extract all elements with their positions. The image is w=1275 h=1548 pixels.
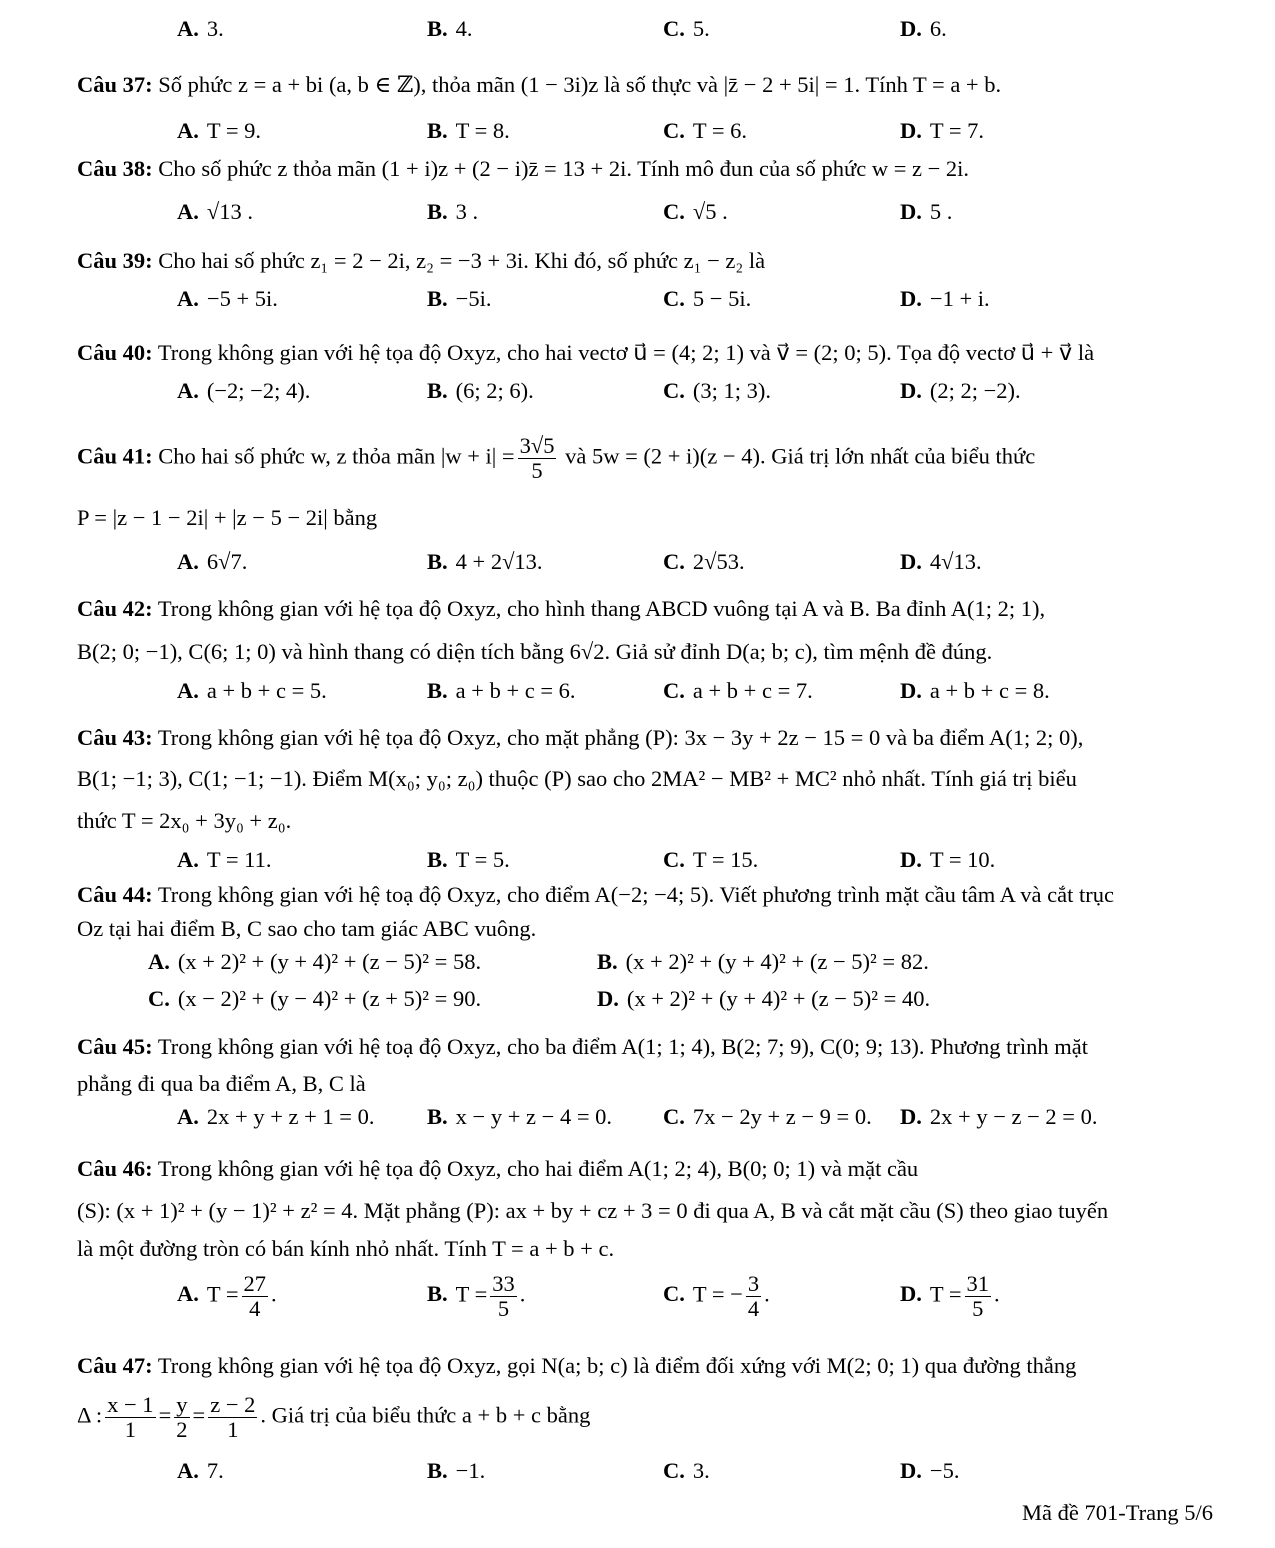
question-44: Câu 44: Trong không gian với hệ toạ độ Oxyz, cho điểm A(−2; −4; 5). Viết phương trình mặt cầu tâm A và cắt trục [77,882,1114,907]
option-d: D. T = 7. [900,118,985,143]
option-b: B. 3 . [427,199,479,224]
q42-options [0,678,1275,708]
option-d: D. a + b + c = 8. [900,678,1050,703]
option-d: D. 4√13. [900,549,982,574]
question-45-line-2: phẳng đi qua ba điểm A, B, C là [77,1071,366,1096]
option-a: A. −5 + 5i. [177,286,278,311]
option-b: B. −5i. [427,286,492,311]
question-43: Câu 43: Trong không gian với hệ tọa độ Oxyz, cho mặt phẳng (P): 3x − 3y + 2z − 15 = 0 và ba điểm A(1; 2; 0), [77,725,1084,750]
option-b: B. T = $\frac{33}{5}$ . [427,1271,526,1321]
option-c: C. T = 6. [663,118,748,143]
q44-options-row-2 [0,986,1275,1016]
option-a: A. 2x + y + z + 1 = 0. [177,1104,375,1129]
option-b: B. 4. [427,16,473,41]
fraction: $\frac{y}{2}$ [176,1392,188,1442]
option-a: A. T = 11. [177,847,272,872]
question-44-line-2: Oz tại hai điểm B, C sao cho tam giác ABC vuông. [77,916,537,941]
option-c: C. T = 15. [663,847,759,872]
option-c: C. 2√53. [663,549,745,574]
question-43-line-2: B(1; −1; 3), C(1; −1; −1). Điểm M(x₀; y₀; z₀) thuộc (P) sao cho 2MA² − MB² + MC² nhỏ nhất. Tính giá trị biểu [77,766,1077,791]
fraction: $\frac{3}{4}$ [747,1271,760,1321]
option-b: B. a + b + c = 6. [427,678,576,703]
option-c: C. T = − $\frac{3}{4}$ . [663,1271,770,1321]
fraction: $\frac{27}{4}$ [243,1271,267,1321]
option-d: D. 5 . [900,199,953,224]
question-42-line-2: B(2; 0; −1), C(6; 1; 0) và hình thang có diện tích bằng 6√2. Giả sử đỉnh D(a; b; c), tìm mệnh đề đúng. [77,639,993,664]
option-a: A. a + b + c = 5. [177,678,327,703]
option-d: D. T = 10. [900,847,996,872]
option-d: D. −5. [900,1458,960,1483]
option-b: B. (x + 2)² + (y + 4)² + (z − 5)² = 82. [597,949,929,974]
option-c: C. (x − 2)² + (y − 4)² + (z + 5)² = 90. [148,986,482,1011]
fraction: $\frac{31}{5}$ [966,1271,990,1321]
question-38: Câu 38: Cho số phức z thỏa mãn (1 + i)z + (2 − i)z̄ = 13 + 2i. Tính mô đun của số phức w = z − 2i. [77,156,970,181]
q37-options [0,118,1275,148]
fraction: $\frac{x - 1}{1}$ [107,1392,154,1442]
question-46: Câu 46: Trong không gian với hệ tọa độ Oxyz, cho hai điểm A(1; 2; 4), B(0; 0; 1) và mặt cầu [77,1156,919,1181]
option-b: B. (6; 2; 6). [427,378,534,403]
fraction: $\frac{z - 2}{1}$ [210,1392,256,1442]
option-c: C. 5. [663,16,710,41]
fraction: $\frac{33}{5}$ [492,1271,515,1321]
option-b: B. x − y + z − 4 = 0. [427,1104,613,1129]
question-41-line-2: P = |z − 1 − 2i| + |z − 5 − 2i| bằng [77,505,378,530]
option-d: D. 2x + y − z − 2 = 0. [900,1104,1098,1129]
q38-options [0,199,1275,229]
option-a: A. (x + 2)² + (y + 4)² + (z − 5)² = 58. [148,949,482,974]
question-42: Câu 42: Trong không gian với hệ tọa độ Oxyz, cho hình thang ABCD vuông tại A và B. Ba đỉnh A(1; 2; 1), [77,596,1046,621]
question-46-line-3: là một đường tròn có bán kính nhỏ nhất. Tính T = a + b + c. [77,1236,615,1261]
option-b: B. T = 8. [427,118,510,143]
question-47-line-2: Δ : $\frac{x - 1}{1}$ = $\frac{y}{2}$ = $\frac{z - 2}{1}$ . Giá trị của biểu thức a + b + c bằng [77,1392,591,1442]
option-a: A. 7. [177,1458,224,1483]
option-a: A. √13 . [177,199,253,224]
option-c: C. a + b + c = 7. [663,678,813,703]
q47-options [0,1458,1275,1488]
question-47: Câu 47: Trong không gian với hệ tọa độ Oxyz, gọi N(a; b; c) là điểm đối xứng với M(2; 0; 1) qua đường thẳng [77,1353,1077,1378]
option-c: C. 7x − 2y + z − 9 = 0. [663,1104,872,1129]
option-c: C. 3. [663,1458,710,1483]
q40-options [0,378,1275,408]
question-39: Câu 39: Cho hai số phức z₁ = 2 − 2i, z₂ = −3 + 3i. Khi đó, số phức z₁ − z₂ là [77,248,766,273]
option-b: B. −1. [427,1458,486,1483]
fraction: $\frac{3√5}{5}$ [519,433,555,483]
q44-options-row-1 [0,949,1275,979]
question-43-line-3: thức T = 2x₀ + 3y₀ + z₀. [77,808,292,833]
option-d: D. T = $\frac{31}{5}$ . [900,1271,1000,1321]
question-40: Câu 40: Trong không gian với hệ tọa độ Oxyz, cho hai vectơ u⃗ = (4; 2; 1) và v⃗ = (2; 0; 5). Tọa độ vectơ u⃗ + v⃗ là [77,340,1095,365]
option-c: C. √5 . [663,199,728,224]
q39-options [0,286,1275,316]
option-c: C. (3; 1; 3). [663,378,771,403]
option-a: A. 3. [177,16,224,41]
question-46-line-2: (S): (x + 1)² + (y − 1)² + z² = 4. Mặt phẳng (P): ax + by + cz + 3 = 0 đi qua A, B và cắt mặt cầu (S) theo giao tuyến [77,1198,1109,1223]
option-a: A. 6√7. [177,549,248,574]
q46-options [0,1272,1275,1334]
option-d: D. −1 + i. [900,286,990,311]
option-a: A. (−2; −2; 4). [177,378,311,403]
option-d: D. 6. [900,16,947,41]
option-d: D. (2; 2; −2). [900,378,1021,403]
page-footer: Mã đề 701-Trang 5/6 [1021,1500,1213,1525]
question-45: Câu 45: Trong không gian với hệ toạ độ Oxyz, cho ba điểm A(1; 1; 4), B(2; 7; 9), C(0; 9; 13). Phương trình mặt [77,1034,1088,1059]
option-a: A. T = $\frac{27}{4}$ . [177,1271,277,1321]
q36-options [0,16,1275,46]
question-37: Câu 37: Số phức z = a + bi (a, b ∈ ℤ), thỏa mãn (1 − 3i)z là số thực và |z̄ − 2 + 5i| = 1. Tính T = a + b. [77,72,1002,97]
option-b: B. 4 + 2√13. [427,549,543,574]
option-d: D. (x + 2)² + (y + 4)² + (z − 5)² = 40. [597,986,931,1011]
option-b: B. T = 5. [427,847,510,872]
q45-options [0,1104,1275,1134]
question-41: Câu 41: Cho hai số phức w, z thỏa mãn |w + i| = $\frac{3√5}{5}$ và 5w = (2 + i)(z − 4). Giá trị lớn nhất của biểu thức [77,433,1036,483]
q43-options [0,847,1275,877]
option-c: C. 5 − 5i. [663,286,752,311]
option-a: A. T = 9. [177,118,262,143]
q41-options [0,549,1275,579]
